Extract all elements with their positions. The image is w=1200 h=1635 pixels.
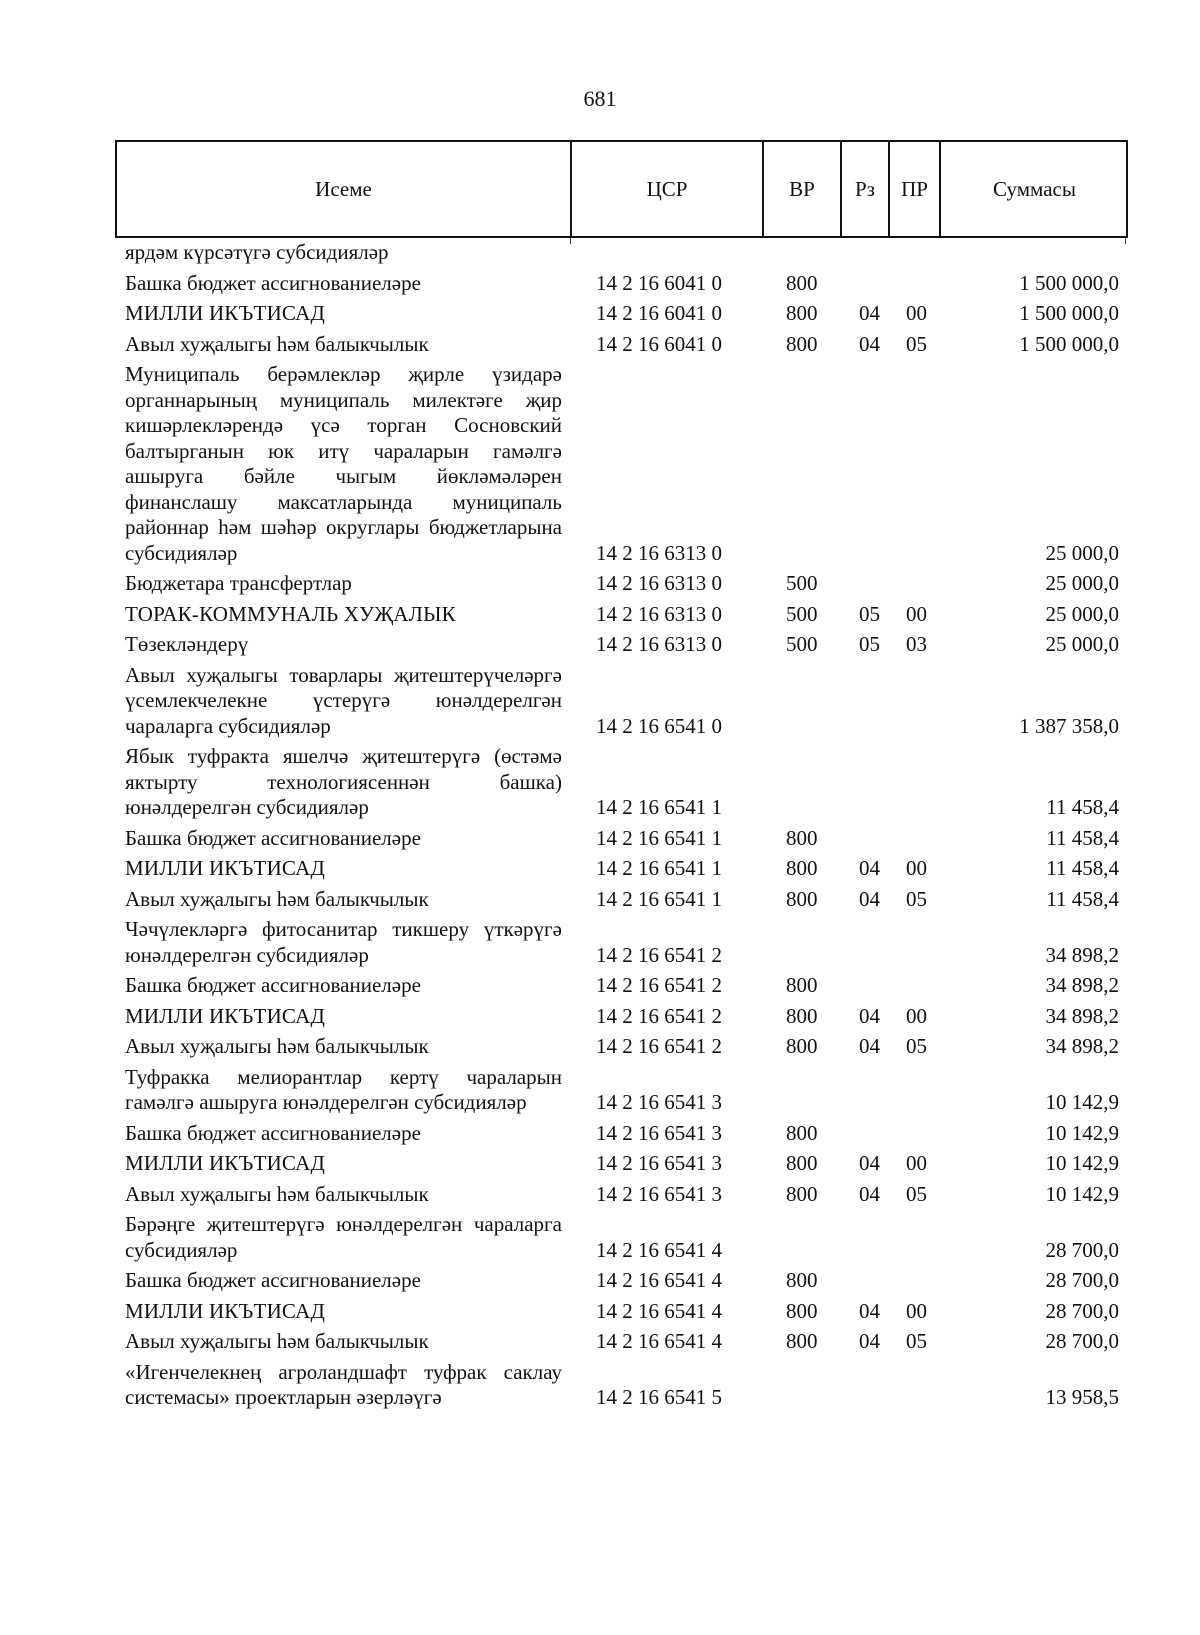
row-csr: 14 2 16 6541 4: [596, 1329, 722, 1353]
row-pr: 00: [906, 1003, 927, 1028]
table-row: [0, 571, 1200, 597]
row-rz: 04: [859, 301, 880, 325]
row-name: Төзекләндерү: [125, 632, 249, 656]
table-row: [0, 826, 1200, 852]
row-vr: 800: [786, 1120, 818, 1145]
row-cells: [0, 1385, 1200, 1411]
table-row: [0, 663, 1200, 740]
row-csr: 14 2 16 6541 1: [596, 795, 722, 819]
row-rz: 04: [859, 886, 880, 911]
row-cells: [0, 887, 1200, 913]
row-vr: 800: [786, 1329, 818, 1353]
row-name: Авыл хуҗалыгы һәм балыкчылык: [125, 886, 429, 911]
table-row: [0, 362, 1200, 566]
row-csr: 14 2 16 6541 1: [596, 886, 722, 911]
row-csr: 14 2 16 6541 2: [596, 1003, 722, 1028]
row-vr: 800: [786, 1181, 818, 1206]
row-pr: 00: [906, 601, 927, 626]
row-name: Чәчүлекләргә фитосанитар тикшеру үткәрүгә юнәлдерелгән субсидияләр: [125, 917, 562, 967]
row-csr: 14 2 16 6313 0: [596, 540, 722, 565]
table-row: [0, 240, 1200, 266]
row-name: Башка бюджет ассигнованиеләре: [125, 825, 421, 850]
header-sum: Суммасы: [993, 176, 1076, 201]
row-name: Башка бюджет ассигнованиеләре: [125, 1120, 421, 1145]
row-sum: 1 500 000,0: [1019, 301, 1119, 325]
row-name: Башка бюджет ассигнованиеләре: [125, 270, 421, 295]
table-row: [0, 1034, 1200, 1060]
row-csr: 14 2 16 6313 0: [596, 632, 722, 656]
row-name: Туфракка мелиорантлар кертү чараларын гамәлгә ашыруга юнәлдерелгән субсидияләр: [125, 1064, 562, 1114]
row-rz: 04: [859, 1034, 880, 1058]
row-csr: 14 2 16 6541 2: [596, 973, 722, 997]
row-csr: 14 2 16 6313 0: [596, 601, 722, 626]
row-cells: [0, 240, 1200, 266]
row-cells: [0, 943, 1200, 969]
row-cells: [0, 541, 1200, 567]
row-pr: 05: [906, 886, 927, 911]
row-rz: 04: [859, 1181, 880, 1206]
row-sum: 11 458,4: [1046, 825, 1119, 850]
row-csr: 14 2 16 6541 1: [596, 825, 722, 850]
header-rz: Рз: [842, 142, 890, 236]
row-sum: 28 700,0: [1045, 1237, 1119, 1262]
row-pr: 00: [906, 856, 927, 880]
row-vr: 800: [786, 1003, 818, 1028]
row-sum: 10 142,9: [1045, 1090, 1119, 1114]
row-sum: 11 458,4: [1046, 795, 1119, 819]
table-row: [0, 856, 1200, 882]
table-row: [0, 744, 1200, 821]
table-row: [0, 1151, 1200, 1177]
row-sum: 10 142,9: [1045, 1181, 1119, 1206]
row-csr: 14 2 16 6541 0: [596, 713, 722, 738]
row-rz: 05: [859, 601, 880, 626]
row-vr: 500: [786, 571, 818, 595]
row-sum: 1 500 000,0: [1019, 270, 1119, 295]
page-number: 681: [583, 86, 617, 111]
row-cells: [0, 271, 1200, 297]
row-name: Авыл хуҗалыгы һәм балыкчылык: [125, 1181, 429, 1206]
row-name: Муниципаль берәмлекләр җирле үзидарә органнарының муниципаль милектәге җир кишәрлекләрендә үсә торган Сосновский балтырганын юк итү чараларын гамәлгә ашыруга бәйле чыгым йөкләмәләрен финанслашу максатларында муниципаль районнар һәм шәһәр округлары бюджетларына субсидияләр: [125, 362, 562, 565]
row-sum: 34 898,2: [1045, 1034, 1119, 1058]
row-vr: 800: [786, 1034, 818, 1058]
table-row: [0, 1360, 1200, 1411]
row-csr: 14 2 16 6541 3: [596, 1120, 722, 1145]
row-cells: [0, 856, 1200, 882]
row-vr: 800: [786, 886, 818, 911]
row-cells: [0, 1329, 1200, 1355]
header-vr: ВР: [764, 142, 842, 236]
row-cells: [0, 1268, 1200, 1294]
row-cells: [0, 1034, 1200, 1060]
row-cells: [0, 1182, 1200, 1208]
table-row: [0, 1121, 1200, 1147]
table-row: [0, 917, 1200, 968]
row-pr: 03: [906, 632, 927, 656]
table-row: [0, 887, 1200, 913]
row-sum: 28 700,0: [1045, 1268, 1119, 1292]
row-sum: 28 700,0: [1045, 1329, 1119, 1353]
row-name: Авыл хуҗалыгы һәм балыкчылык: [125, 1329, 429, 1353]
table-row: [0, 1004, 1200, 1030]
row-cells: [0, 1090, 1200, 1116]
table-row: [0, 1299, 1200, 1325]
table-body: [0, 240, 1200, 1416]
row-csr: 14 2 16 6541 4: [596, 1298, 722, 1323]
row-name: Бәрәңге җитештерүгә юнәлдерелгән чараларга субсидияләр: [125, 1212, 562, 1262]
row-vr: 800: [786, 1151, 818, 1175]
row-name: Авыл хуҗалыгы һәм балыкчылык: [125, 1034, 429, 1058]
header-pr: ПР: [890, 142, 941, 236]
row-cells: [0, 301, 1200, 327]
row-rz: 04: [859, 1003, 880, 1028]
row-sum: 1 500 000,0: [1019, 331, 1119, 356]
row-cells: [0, 1151, 1200, 1177]
row-sum: 34 898,2: [1045, 942, 1119, 967]
row-csr: 14 2 16 6541 5: [596, 1385, 722, 1409]
table-row: [0, 271, 1200, 297]
row-pr: 05: [906, 1034, 927, 1058]
row-cells: [0, 714, 1200, 740]
row-rz: 04: [859, 1151, 880, 1175]
row-cells: [0, 795, 1200, 821]
row-cells: [0, 571, 1200, 597]
row-csr: 14 2 16 6541 1: [596, 856, 722, 880]
row-cells: [0, 1121, 1200, 1147]
row-rz: 04: [859, 856, 880, 880]
row-sum: 28 700,0: [1045, 1298, 1119, 1323]
row-cells: [0, 602, 1200, 628]
row-pr: 05: [906, 331, 927, 356]
row-vr: 800: [786, 301, 818, 325]
row-vr: 800: [786, 331, 818, 356]
row-cells: [0, 332, 1200, 358]
row-vr: 800: [786, 270, 818, 295]
row-rz: 04: [859, 1298, 880, 1323]
table-row: [0, 1182, 1200, 1208]
row-sum: 11 458,4: [1046, 856, 1119, 880]
row-name: МИЛЛИ ИКЪТИСАД: [125, 856, 325, 880]
row-csr: 14 2 16 6541 3: [596, 1090, 722, 1114]
row-vr: 500: [786, 601, 818, 626]
row-sum: 13 958,5: [1045, 1385, 1119, 1409]
table-row: [0, 1065, 1200, 1116]
row-vr: 800: [786, 1298, 818, 1323]
row-sum: 34 898,2: [1045, 973, 1119, 997]
row-csr: 14 2 16 6041 0: [596, 301, 722, 325]
row-pr: 00: [906, 1151, 927, 1175]
table-row: [0, 602, 1200, 628]
row-vr: 800: [786, 1268, 818, 1292]
row-sum: 25 000,0: [1045, 632, 1119, 656]
table-row: [0, 632, 1200, 658]
table-row: [0, 301, 1200, 327]
row-sum: 25 000,0: [1045, 601, 1119, 626]
row-sum: 25 000,0: [1045, 540, 1119, 565]
row-vr: 500: [786, 632, 818, 656]
row-csr: 14 2 16 6313 0: [596, 571, 722, 595]
row-csr: 14 2 16 6541 3: [596, 1151, 722, 1175]
table-row: [0, 1268, 1200, 1294]
row-rz: 05: [859, 632, 880, 656]
row-pr: 00: [906, 301, 927, 325]
header-csr: ЦСР: [572, 142, 764, 236]
row-sum: 25 000,0: [1045, 571, 1119, 595]
row-cells: [0, 973, 1200, 999]
row-csr: 14 2 16 6541 3: [596, 1181, 722, 1206]
row-pr: 05: [906, 1329, 927, 1353]
row-csr: 14 2 16 6041 0: [596, 270, 722, 295]
table-row: [0, 973, 1200, 999]
row-vr: 800: [786, 973, 818, 997]
row-pr: 00: [906, 1298, 927, 1323]
row-name: Авыл хуҗалыгы һәм балыкчылык: [125, 331, 429, 356]
row-cells: [0, 826, 1200, 852]
row-sum: 1 387 358,0: [1019, 713, 1119, 738]
row-cells: [0, 1299, 1200, 1325]
row-sum: 10 142,9: [1045, 1120, 1119, 1145]
row-name: Авыл хуҗалыгы товарлары җитештерүчеләргә үсемлекчелекне үстерүгә юнәлдерелгән чараларга субсидияләр: [125, 662, 562, 738]
row-name: Башка бюджет ассигнованиеләре: [125, 1268, 421, 1292]
row-vr: 800: [786, 825, 818, 850]
row-rz: 04: [859, 331, 880, 356]
row-sum: 11 458,4: [1046, 886, 1119, 911]
row-vr: 800: [786, 856, 818, 880]
row-sum: 10 142,9: [1045, 1151, 1119, 1175]
row-csr: 14 2 16 6541 2: [596, 1034, 722, 1058]
table-row: [0, 1212, 1200, 1263]
row-rz: 04: [859, 1329, 880, 1353]
row-csr: 14 2 16 6041 0: [596, 331, 722, 356]
row-sum: 34 898,2: [1045, 1003, 1119, 1028]
row-name: МИЛЛИ ИКЪТИСАД: [125, 1151, 325, 1175]
row-csr: 14 2 16 6541 2: [596, 942, 722, 967]
row-cells: [0, 632, 1200, 658]
table-row: [0, 332, 1200, 358]
row-name: «Игенчелекнең агроландшафт туфрак саклау системасы» проектларын әзерләүгә: [125, 1359, 562, 1409]
table-row: [0, 1329, 1200, 1355]
row-name: ТОРАК-КОММУНАЛЬ ХУҖАЛЫК: [125, 601, 456, 626]
row-name: МИЛЛИ ИКЪТИСАД: [125, 301, 325, 325]
row-name: Башка бюджет ассигнованиеләре: [125, 973, 421, 997]
row-pr: 05: [906, 1181, 927, 1206]
row-csr: 14 2 16 6541 4: [596, 1268, 722, 1292]
row-name: МИЛЛИ ИКЪТИСАД: [125, 1003, 325, 1028]
row-name: Ябык туфракта яшелчә җитештерүгә (өстәмә яктырту технологиясеннән башка) юнәлдерелгән субсидияләр: [125, 744, 562, 819]
row-cells: [0, 1238, 1200, 1264]
row-name: ярдәм күрсәтүгә субсидияләр: [125, 240, 389, 264]
row-name: МИЛЛИ ИКЪТИСАД: [125, 1298, 325, 1323]
table-header: [115, 140, 1128, 238]
row-csr: 14 2 16 6541 4: [596, 1237, 722, 1262]
row-cells: [0, 1004, 1200, 1030]
row-name: Бюджетара трансфертлар: [125, 571, 352, 595]
header-name: Исеме: [117, 142, 572, 236]
